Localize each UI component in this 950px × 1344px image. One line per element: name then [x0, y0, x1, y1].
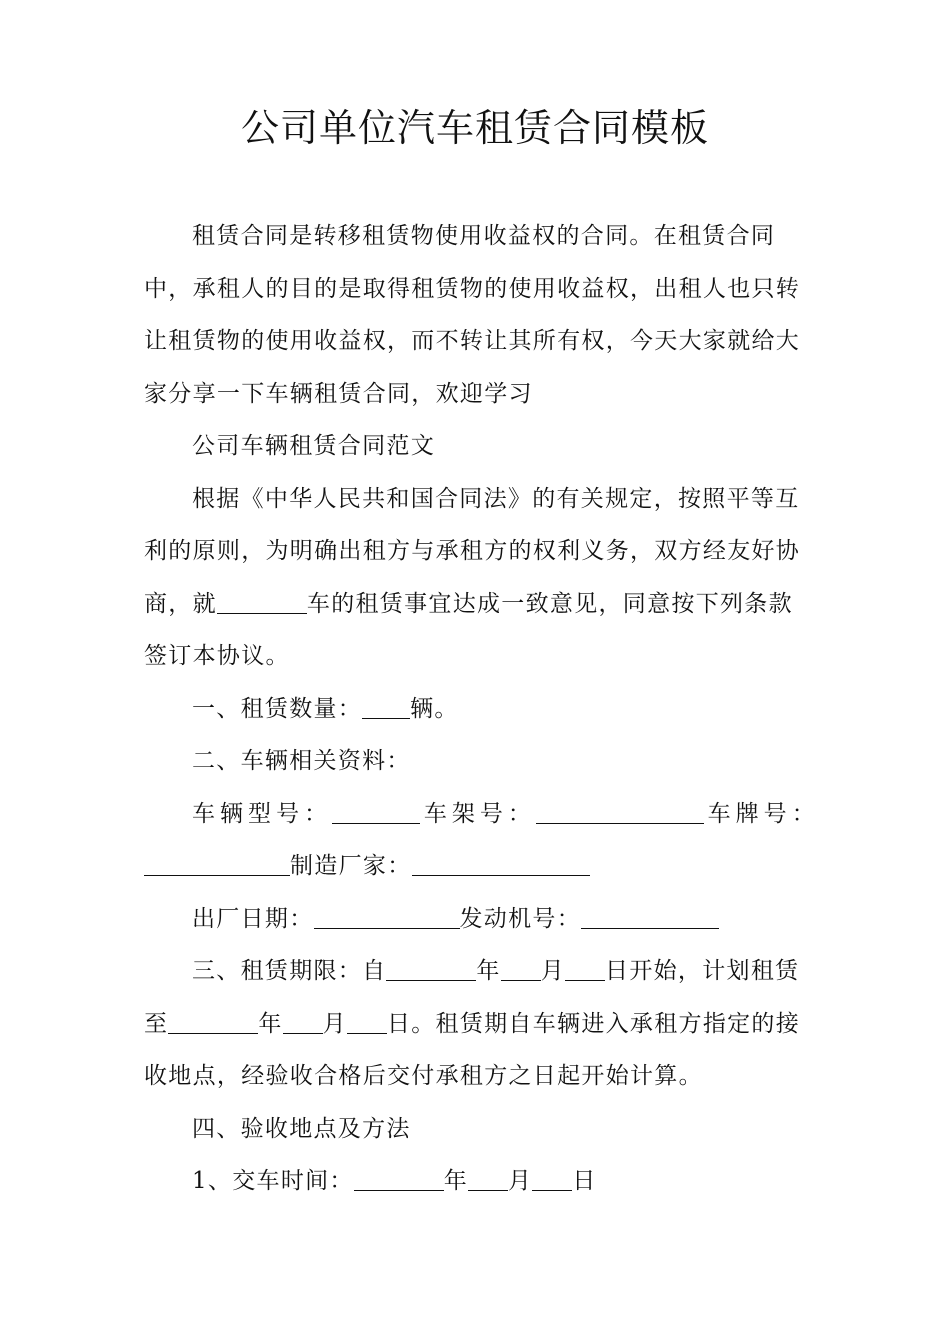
end-day-text: 日。租赁期自车辆进入承租方指定的接收地点，经验收合格后交付承租方之日起开始计算。	[144, 1010, 801, 1089]
start-day-text: 日开始，计划租赁至	[144, 958, 800, 1037]
production-date-blank	[314, 905, 460, 929]
delivery-time-line	[144, 1155, 816, 1208]
start-year-label: 年	[476, 958, 501, 984]
quantity-blank	[362, 695, 410, 719]
delivery-year-label: 年	[443, 1168, 469, 1194]
preamble-paragraph	[144, 473, 816, 683]
end-day-blank	[347, 1010, 387, 1034]
end-month-label: 月	[322, 1010, 347, 1037]
vehicle-model-label: 车辆型号：	[192, 800, 333, 827]
document-body	[144, 210, 816, 1208]
preamble-text-b: 车的租赁事宜达成一致意见，同意按下列条款签订本协议。	[144, 590, 793, 669]
production-line	[144, 893, 816, 946]
car-name-blank	[217, 590, 307, 614]
frame-number-blank	[536, 800, 704, 824]
subtitle-paragraph: 公司车辆租赁合同范文	[192, 433, 435, 459]
delivery-time-label: 1、交车时间：	[192, 1168, 354, 1194]
delivery-day-label: 日	[572, 1168, 597, 1194]
delivery-month-label: 月	[508, 1168, 533, 1194]
clause-1-unit: 辆。	[410, 695, 459, 722]
start-day-blank	[565, 957, 605, 981]
start-year-blank	[386, 957, 476, 981]
plate-number-label: 车牌号：	[703, 800, 817, 827]
end-month-blank	[283, 1010, 323, 1034]
end-year-label: 年	[258, 1010, 283, 1037]
preamble-text-a: 根据《中华人民共和国合同法》的有关规定，按照平等互利的原则，为明确出租方与承租方的权利义务，双方经友好协商，就	[144, 485, 801, 617]
engine-number-label: 发动机号：	[459, 905, 581, 932]
clause-4: 四、验收地点及方法	[192, 1115, 411, 1142]
vehicle-model-blank	[332, 800, 420, 824]
manufacturer-blank	[412, 852, 590, 876]
start-month-blank	[501, 957, 541, 981]
start-month-label: 月	[540, 958, 566, 984]
delivery-year-blank	[354, 1167, 444, 1191]
delivery-day-blank	[532, 1167, 572, 1191]
clause-1	[144, 683, 816, 736]
plate-number-blank	[144, 852, 290, 876]
engine-number-blank	[581, 905, 719, 929]
clause-3	[144, 945, 816, 1103]
clause-1-label: 一、租赁数量：	[192, 695, 363, 722]
end-year-blank	[168, 1010, 258, 1034]
document-title: 公司单位汽车租赁合同模板	[240, 106, 709, 150]
manufacturer-line	[144, 840, 816, 893]
clause-2: 二、车辆相关资料：	[192, 748, 411, 774]
vehicle-info-line	[144, 788, 816, 841]
intro-paragraph: 租赁合同是转移租赁物使用收益权的合同。在租赁合同中，承租人的目的是取得租赁物的使用收益权，出租人也只转让租赁物的使用收益权，而不转让其所有权，今天大家就给大家分享一下车辆租赁合同，欢迎学习	[144, 223, 801, 407]
clause-3-text-a: 三、租赁期限：自	[192, 958, 387, 984]
delivery-month-blank	[468, 1167, 508, 1191]
production-date-label: 出厂日期：	[192, 905, 314, 932]
frame-number-label: 车架号：	[420, 800, 536, 827]
manufacturer-label: 制造厂家：	[290, 853, 412, 879]
